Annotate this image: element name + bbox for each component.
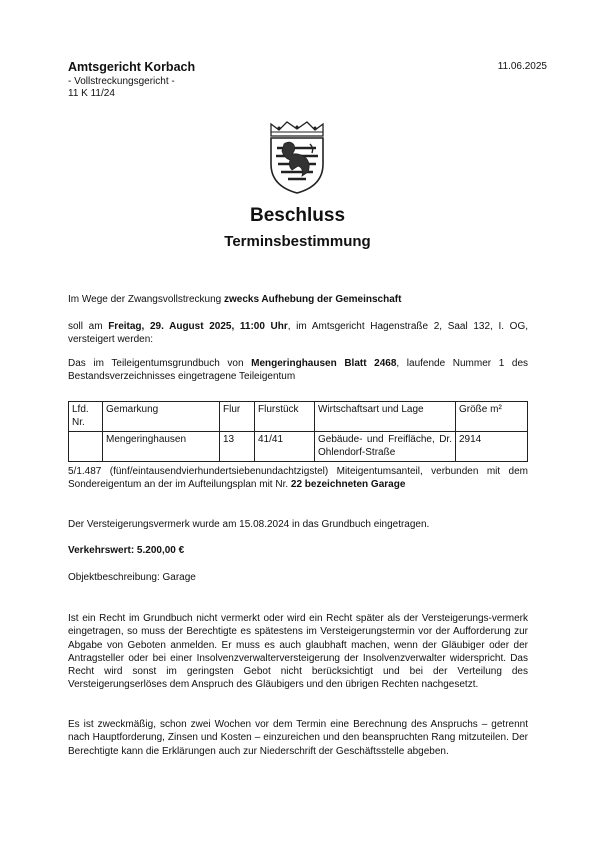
file-reference: 11 K 11/24 [68,88,115,99]
table-row [69,432,528,462]
court-name: Amtsgericht Korbach [68,60,196,74]
table-cell: 13 [220,432,255,462]
registry-paragraph [68,357,528,384]
hessen-coat-of-arms-icon [266,120,328,194]
table-header-cell: Größe m² [456,402,528,432]
table-cell: 2914 [456,432,528,462]
appointment-post: , im Amtsgericht Hagenstraße 2, Saal 132, I. OG, versteigert werden: [68,321,528,346]
object-description: Objektbeschreibung: Garage [68,572,196,583]
court-department: - Vollstreckungsgericht - [68,76,175,87]
legal-paragraph-2: Es ist zweckmäßig, schon zwei Wochen vor dem Termin eine Berechnung des Anspruchs – getrennt nach Hauptforderung, Zinsen und Kosten – einzureichen und den beanspruchten Rang mitzuteilen. Der Berechtigte kann die Erklärungen auch zur Niederschrift der Geschäftsstelle abgeben. [68,719,528,757]
document-subtitle: Terminsbestimmung [224,233,371,250]
appointment-pre: soll am [68,321,109,332]
table-cell: Mengeringhausen [103,432,220,462]
table-cell: Gebäude- und Freifläche, Dr. Ohlendorf-Straße [315,432,456,462]
appointment-paragraph [68,320,528,347]
table-header-cell: Lfd. Nr. [69,402,103,432]
share-paragraph [68,465,528,492]
table-header-row [69,402,528,432]
table-header-cell: Flurstück [255,402,315,432]
table-cell [69,432,103,462]
registry-post: , laufende Nummer 1 des Bestandsverzeichnisses eingetragene Teileigentum [68,358,529,383]
document-title: Beschluss [249,205,346,226]
intro-bold: zwecks Aufhebung der Gemeinschaft [224,294,402,305]
vermerk-paragraph: Der Versteigerungsvermerk wurde am 15.08.2024 in das Grundbuch eingetragen. [68,519,430,530]
table-header-cell: Wirtschaftsart und Lage [315,402,456,432]
market-value: Verkehrswert: 5.200,00 € [68,545,185,556]
intro-paragraph [68,293,528,306]
registry-pre: Das im Teileigentumsgrundbuch von [68,358,252,369]
appointment-date: Freitag, 29. August 2025, 11:00 Uhr [108,321,288,332]
share-bold: 22 bezeichneten Garage [290,479,406,491]
document-date: 11.06.2025 [497,61,547,72]
table-header-cell: Gemarkung [103,402,220,432]
property-table [68,401,528,462]
intro-text: Im Wege der Zwangsvollstreckung [68,294,224,305]
table-header-cell: Flur [220,402,255,432]
table-cell: 41/41 [255,432,315,462]
registry-bold: Mengeringhausen Blatt 2468 [251,358,397,369]
share-pre: 5/1.487 (fünf/eintausendvierhundertsiebenundachtzigstel) Miteigentumsanteil, verbunden mit dem Sondereigentum an der im Aufteilungsplan mit Nr. [68,466,528,491]
legal-paragraph-1: Ist ein Recht im Grundbuch nicht vermerkt oder wird ein Recht später als der Versteigerungs-vermerk eingetragen, so muss der Berechtigte es spätestens im Versteigerungstermin vor der Aufforderung zur Abgabe von Geboten anmelden. Er muss es auch glaubhaft machen, wenn der Gläubiger oder der Antragsteller oder bei einer Insolvenzverwalterversteigerung der Insolvenzverwalter widerspricht. Das Recht wird sonst im geringsten Gebot nicht berücksichtigt und bei der Verteilung des Versteigerungserlöses dem Anspruch des Gläubigers und den übrigen Rechten nachgesetzt. [68,613,528,691]
